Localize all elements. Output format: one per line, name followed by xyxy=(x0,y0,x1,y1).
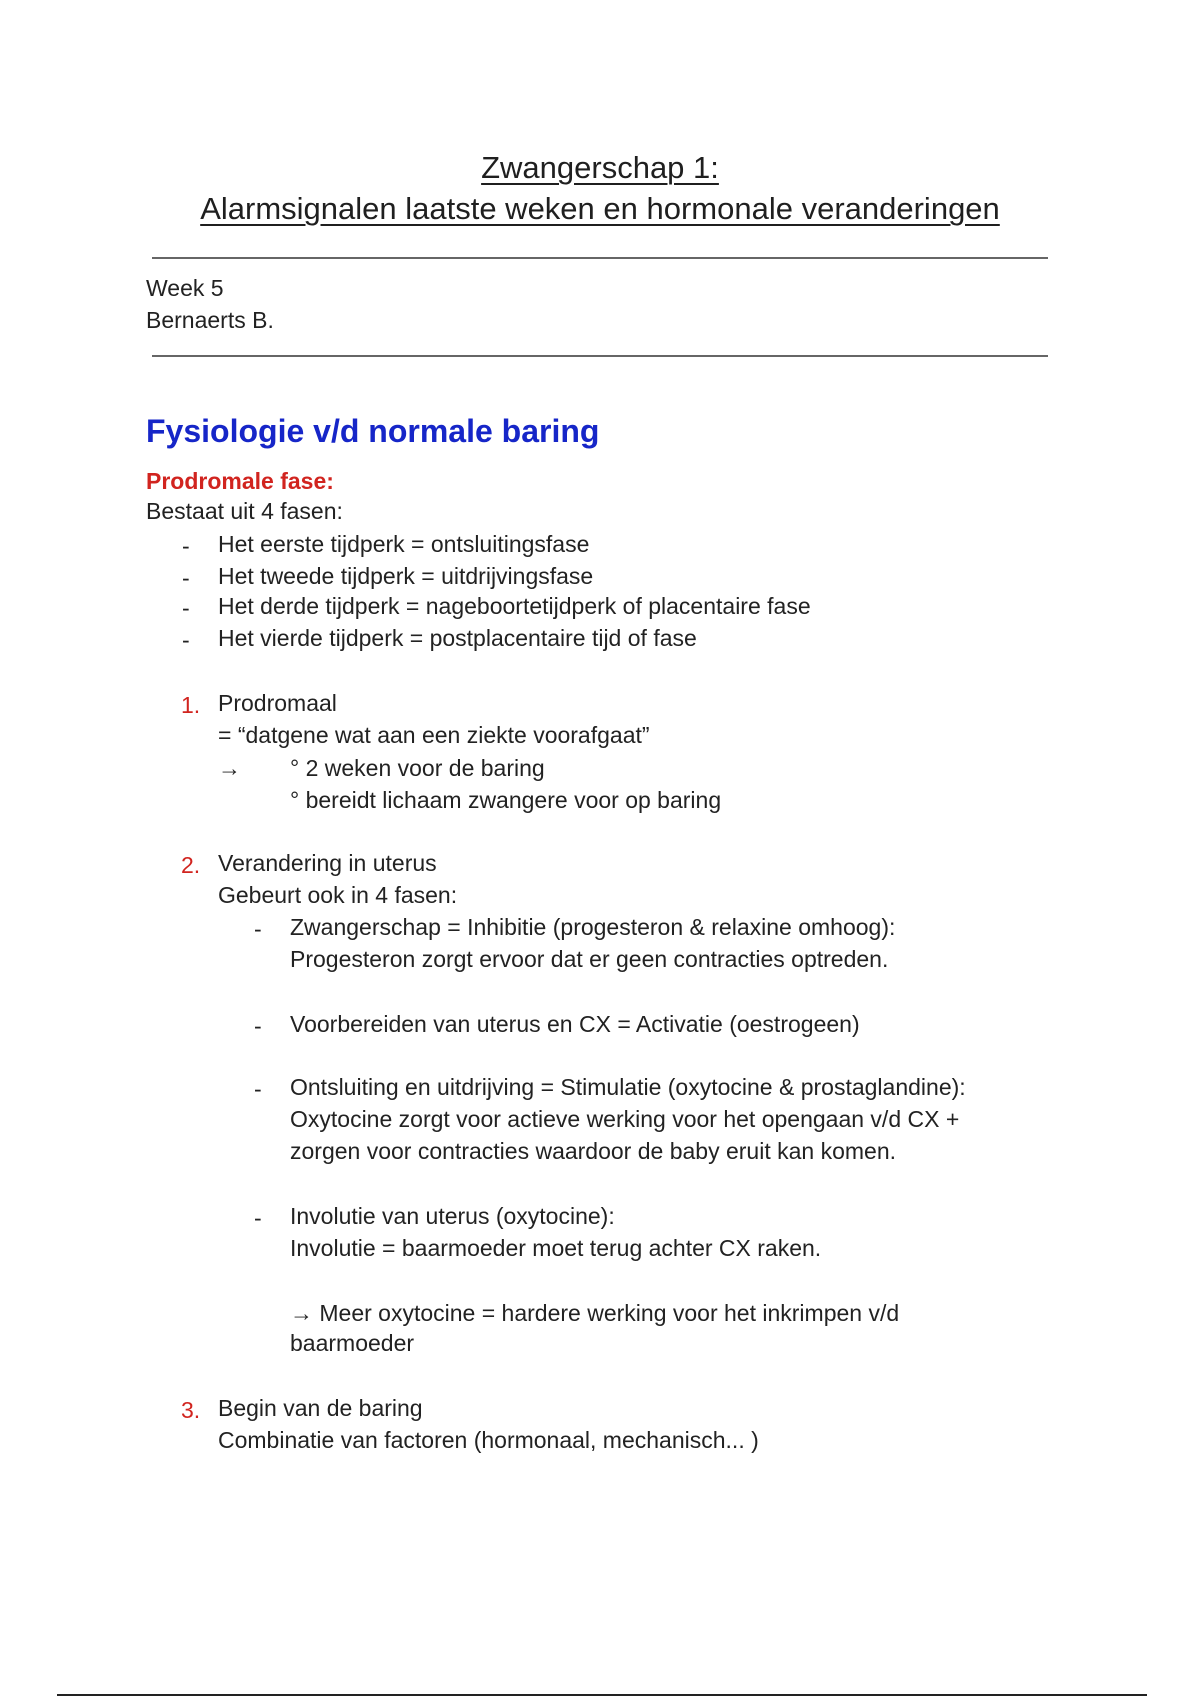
item1-definition: = “datgene wat aan een ziekte voorafgaat” xyxy=(218,722,650,748)
sub-item-line: Ontsluiting en uitdrijving = Stimulatie (oxytocine & prostaglandine): xyxy=(290,1074,966,1100)
list-item: Het eerste tijdperk = ontsluitingsfase xyxy=(218,531,590,557)
item1-title: Prodromaal xyxy=(218,690,337,716)
item2-intro: Gebeurt ook in 4 fasen: xyxy=(218,882,458,908)
page-bottom-line xyxy=(57,1694,1147,1696)
item3-title: Begin van de baring xyxy=(218,1395,423,1421)
item3-text: Combinatie van factoren (hormonaal, mechanisch... ) xyxy=(218,1427,759,1453)
document-title-line1: Zwangerschap 1: xyxy=(481,150,719,185)
arrow-icon: → xyxy=(218,755,241,781)
sub-item-line: zorgen voor contracties waardoor de baby eruit kan komen. xyxy=(290,1138,896,1164)
section-intro: Bestaat uit 4 fasen: xyxy=(146,498,343,524)
sub-item-line: Oxytocine zorgt voor actieve werking voor het opengaan v/d CX + xyxy=(290,1106,960,1132)
divider-bottom xyxy=(152,355,1048,357)
sub-item-note: baarmoeder xyxy=(290,1330,415,1356)
list-item: Het derde tijdperk = nageboortetijdperk of placentaire fase xyxy=(218,593,811,619)
divider-top xyxy=(152,257,1048,259)
meta-week: Week 5 xyxy=(146,275,224,301)
section-subheading: Prodromale fase: xyxy=(146,468,334,494)
item-number: 1. xyxy=(181,692,201,718)
item-number: 3. xyxy=(181,1397,201,1423)
list-item: Het tweede tijdperk = uitdrijvingsfase xyxy=(218,563,594,589)
item1-point: ° 2 weken voor de baring xyxy=(290,755,545,781)
meta-author: Bernaerts B. xyxy=(146,307,274,333)
list-bullet: - xyxy=(182,627,190,653)
item2-title: Verandering in uterus xyxy=(218,850,437,876)
list-bullet: - xyxy=(254,1205,262,1231)
list-bullet: - xyxy=(254,1076,262,1102)
sub-item-line: Involutie = baarmoeder moet terug achter CX raken. xyxy=(290,1235,822,1261)
list-bullet: - xyxy=(254,1013,262,1039)
sub-item-note: → Meer oxytocine = hardere werking voor het inkrimpen v/d xyxy=(290,1300,900,1326)
list-bullet: - xyxy=(182,595,190,621)
list-bullet: - xyxy=(182,533,190,559)
document-title-line2: Alarmsignalen laatste weken en hormonale veranderingen xyxy=(200,191,1000,226)
item1-point: ° bereidt lichaam zwangere voor op baring xyxy=(290,787,722,813)
sub-item-line: Voorbereiden van uterus en CX = Activatie (oestrogeen) xyxy=(290,1011,860,1037)
sub-item-line: Progesteron zorgt ervoor dat er geen contracties optreden. xyxy=(290,946,889,972)
section-heading: Fysiologie v/d normale baring xyxy=(146,413,600,449)
item-number: 2. xyxy=(181,852,201,878)
list-item: Het vierde tijdperk = postplacentaire tijd of fase xyxy=(218,625,697,651)
sub-item-line: Zwangerschap = Inhibitie (progesteron & relaxine omhoog): xyxy=(290,914,896,940)
sub-item-line: Involutie van uterus (oxytocine): xyxy=(290,1203,615,1229)
list-bullet: - xyxy=(254,916,262,942)
list-bullet: - xyxy=(182,565,190,591)
